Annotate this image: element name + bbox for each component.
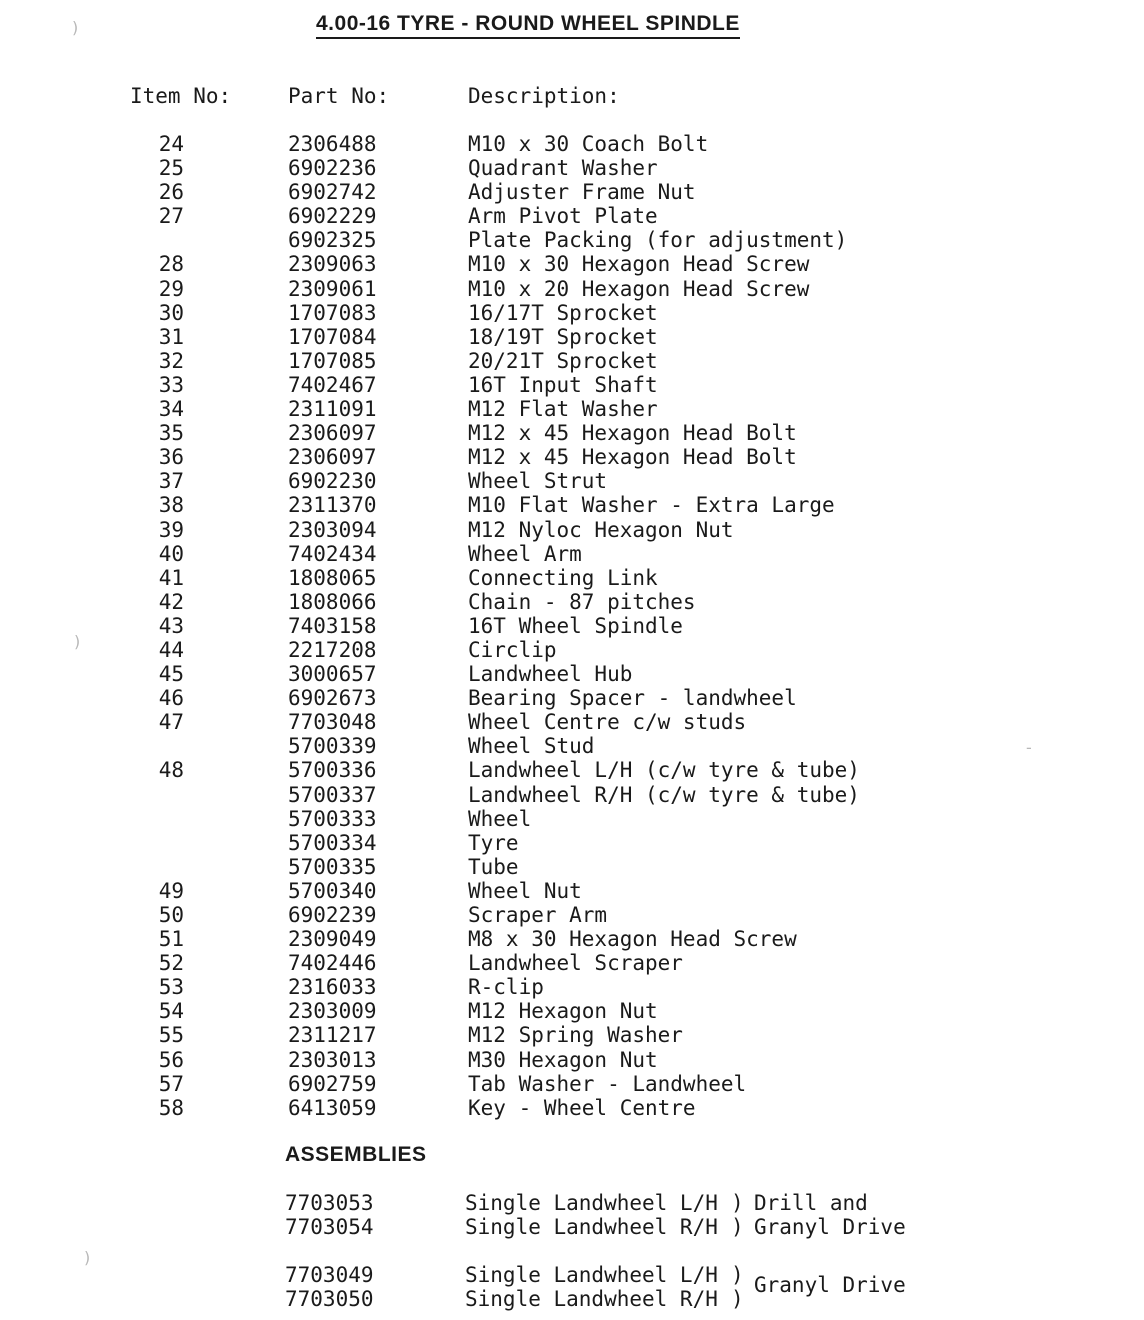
assembly-bracket: ) [731, 1215, 744, 1239]
table-row [0, 686, 1144, 710]
assembly-description: Single Landwheel L/H [465, 1191, 718, 1215]
part-description: Wheel Arm [468, 541, 582, 566]
table-row [0, 1048, 1144, 1072]
table-row [0, 903, 1144, 927]
part-description: M30 Hexagon Nut [468, 1047, 658, 1072]
table-row [0, 156, 1144, 180]
part-description: Circlip [468, 637, 557, 662]
table-row [0, 493, 1144, 517]
part-number: 5700336 [288, 758, 377, 783]
table-row [0, 927, 1144, 951]
table-row [0, 758, 1144, 782]
part-number: 5700334 [288, 830, 377, 855]
part-number: 2303013 [288, 1047, 377, 1072]
assembly-row [0, 1215, 1144, 1239]
assembly-bracket: ) [731, 1191, 744, 1215]
part-description: 16/17T Sprocket [468, 300, 658, 325]
item-number: 32 [158, 348, 184, 373]
scan-mark: ) [84, 1248, 91, 1267]
item-number: 58 [158, 1095, 184, 1120]
item-number: 28 [158, 252, 184, 277]
part-number: 5700339 [288, 734, 377, 759]
item-number: 36 [158, 445, 184, 470]
item-number: 40 [158, 541, 184, 566]
part-number: 2316033 [288, 975, 377, 1000]
part-description: M8 x 30 Hexagon Head Screw [468, 927, 797, 952]
part-description: M10 x 30 Coach Bolt [468, 132, 709, 156]
item-no-header: Item No: [130, 84, 232, 108]
table-row [0, 662, 1144, 686]
part-description: Tab Washer - Landwheel [468, 1071, 747, 1096]
table-row [0, 518, 1144, 542]
item-number: 34 [158, 397, 184, 422]
part-description: Plate Packing (for adjustment) [468, 228, 848, 253]
part-number: 6902229 [288, 204, 377, 229]
part-number: 6902759 [288, 1071, 377, 1096]
part-description: Wheel Nut [468, 878, 582, 903]
parts-table [0, 132, 1144, 1120]
part-number: 2309061 [288, 276, 377, 301]
assemblies-heading: ASSEMBLIES [285, 1143, 427, 1166]
table-row [0, 975, 1144, 999]
part-number: 1808065 [288, 565, 377, 590]
part-number: 5700333 [288, 806, 377, 831]
scan-mark: ) [72, 18, 79, 37]
table-row [0, 228, 1144, 252]
part-number: 2303094 [288, 517, 377, 542]
part-number: 6902325 [288, 228, 377, 253]
part-description: Arm Pivot Plate [468, 204, 658, 229]
table-row [0, 951, 1144, 975]
part-number: 5700337 [288, 782, 377, 807]
item-number: 48 [158, 758, 184, 783]
assembly-part-no: 7703054 [285, 1215, 374, 1239]
table-row [0, 325, 1144, 349]
table-row [0, 349, 1144, 373]
part-number: 1707083 [288, 300, 377, 325]
part-number: 1707085 [288, 348, 377, 373]
part-description: Adjuster Frame Nut [468, 180, 696, 205]
part-number: 6413059 [288, 1095, 377, 1120]
assembly-note: Granyl Drive [754, 1273, 906, 1297]
part-number: 2306488 [288, 132, 377, 156]
item-number: 53 [158, 975, 184, 1000]
part-description: Key - Wheel Centre [468, 1095, 696, 1120]
part-description: Landwheel Hub [468, 662, 633, 687]
part-number: 5700340 [288, 878, 377, 903]
part-number: 7403158 [288, 613, 377, 638]
table-row [0, 807, 1144, 831]
part-description: M12 Spring Washer [468, 1023, 683, 1048]
part-description: Tyre [468, 830, 519, 855]
item-number: 56 [158, 1047, 184, 1072]
table-row [0, 445, 1144, 469]
part-number: 6902673 [288, 686, 377, 711]
description-header: Description: [468, 84, 620, 108]
part-number: 6902236 [288, 156, 377, 181]
table-row [0, 614, 1144, 638]
part-description: Chain - 87 pitches [468, 589, 696, 614]
part-description: Quadrant Washer [468, 156, 658, 181]
assembly-row [0, 1191, 1144, 1215]
part-number: 2309049 [288, 927, 377, 952]
table-row [0, 590, 1144, 614]
part-description: 16T Wheel Spindle [468, 613, 683, 638]
scan-mark: ) [74, 632, 81, 651]
part-number: 7402434 [288, 541, 377, 566]
part-number: 2311217 [288, 1023, 377, 1048]
part-number: 5700335 [288, 854, 377, 879]
item-number: 47 [158, 710, 184, 735]
assembly-description: Single Landwheel R/H [465, 1287, 718, 1311]
part-number: 2309063 [288, 252, 377, 277]
table-row [0, 783, 1144, 807]
item-number: 46 [158, 686, 184, 711]
part-number: 7703048 [288, 710, 377, 735]
table-row [0, 1023, 1144, 1047]
part-description: M12 Nyloc Hexagon Nut [468, 517, 734, 542]
item-number: 52 [158, 951, 184, 976]
table-row [0, 999, 1144, 1023]
part-description: Landwheel L/H (c/w tyre & tube) [468, 758, 860, 783]
part-description: Wheel [468, 806, 532, 831]
part-no-header: Part No: [288, 84, 390, 108]
table-row [0, 638, 1144, 662]
part-number: 2217208 [288, 637, 377, 662]
table-row [0, 1096, 1144, 1120]
part-description: 16T Input Shaft [468, 372, 658, 397]
part-number: 2306097 [288, 445, 377, 470]
part-number: 6902742 [288, 180, 377, 205]
scan-mark: - [1026, 738, 1032, 757]
table-row [0, 469, 1144, 493]
item-number: 45 [158, 662, 184, 687]
part-description: R-clip [468, 975, 544, 1000]
table-row [0, 566, 1144, 590]
part-description: 20/21T Sprocket [468, 348, 658, 373]
item-number: 35 [158, 421, 184, 446]
table-row [0, 710, 1144, 734]
assembly-part-no: 7703050 [285, 1287, 374, 1311]
item-number: 39 [158, 517, 184, 542]
item-number: 44 [158, 637, 184, 662]
table-row [0, 879, 1144, 903]
assembly-description: Single Landwheel R/H [465, 1215, 718, 1239]
assembly-bracket: ) [731, 1263, 744, 1287]
part-number: 7402467 [288, 372, 377, 397]
part-description: Landwheel Scraper [468, 951, 683, 976]
table-row [0, 831, 1144, 855]
assembly-description: Single Landwheel L/H [465, 1263, 718, 1287]
item-number: 30 [158, 300, 184, 325]
table-row [0, 1072, 1144, 1096]
table-row [0, 204, 1144, 228]
part-description: M12 Flat Washer [468, 397, 658, 422]
part-description: M12 x 45 Hexagon Head Bolt [468, 445, 797, 470]
part-number: 2311370 [288, 493, 377, 518]
item-number: 26 [158, 180, 184, 205]
table-row [0, 252, 1144, 276]
item-number: 33 [158, 372, 184, 397]
table-row [0, 421, 1144, 445]
table-row [0, 734, 1144, 758]
part-description: M12 Hexagon Nut [468, 999, 658, 1024]
item-number: 37 [158, 469, 184, 494]
part-description: Tube [468, 854, 519, 879]
part-description: 18/19T Sprocket [468, 324, 658, 349]
item-number: 57 [158, 1071, 184, 1096]
part-number: 2306097 [288, 421, 377, 446]
item-number: 31 [158, 324, 184, 349]
part-number: 2303009 [288, 999, 377, 1024]
item-number: 55 [158, 1023, 184, 1048]
part-description: Bearing Spacer - landwheel [468, 686, 797, 711]
part-number: 1707084 [288, 324, 377, 349]
assembly-part-no: 7703053 [285, 1191, 374, 1215]
part-description: M10 x 30 Hexagon Head Screw [468, 252, 810, 277]
assembly-bracket: ) [731, 1287, 744, 1311]
table-row [0, 373, 1144, 397]
item-number: 42 [158, 589, 184, 614]
table-row [0, 180, 1144, 204]
part-description: Landwheel R/H (c/w tyre & tube) [468, 782, 860, 807]
item-number: 38 [158, 493, 184, 518]
item-number: 24 [158, 132, 184, 156]
item-number: 29 [158, 276, 184, 301]
item-number: 50 [158, 903, 184, 927]
part-number: 6902230 [288, 469, 377, 494]
item-number: 51 [158, 927, 184, 952]
item-number: 27 [158, 204, 184, 229]
table-row [0, 855, 1144, 879]
part-number: 6902239 [288, 903, 377, 927]
part-description: Scraper Arm [468, 903, 608, 927]
item-number: 25 [158, 156, 184, 181]
page-title: 4.00-16 TYRE - ROUND WHEEL SPINDLE [316, 12, 740, 39]
part-description: Wheel Centre c/w studs [468, 710, 747, 735]
part-description: Wheel Stud [468, 734, 595, 759]
table-row [0, 132, 1144, 156]
part-number: 2311091 [288, 397, 377, 422]
assembly-note: Drill and [754, 1191, 868, 1215]
part-description: M12 x 45 Hexagon Head Bolt [468, 421, 797, 446]
table-row [0, 277, 1144, 301]
table-row [0, 301, 1144, 325]
item-number: 54 [158, 999, 184, 1024]
table-row [0, 397, 1144, 421]
part-description: Connecting Link [468, 565, 658, 590]
part-number: 3000657 [288, 662, 377, 687]
table-row [0, 542, 1144, 566]
part-description: M10 x 20 Hexagon Head Screw [468, 276, 810, 301]
assembly-note: Granyl Drive [754, 1215, 906, 1239]
cropped-assembly-rows [0, 1262, 1144, 1311]
item-number: 43 [158, 613, 184, 638]
part-description: M10 Flat Washer - Extra Large [468, 493, 835, 518]
item-number: 49 [158, 878, 184, 903]
part-description: Wheel Strut [468, 469, 608, 494]
assembly-part-no: 7703049 [285, 1263, 374, 1287]
part-number: 1808066 [288, 589, 377, 614]
item-number: 41 [158, 565, 184, 590]
part-number: 7402446 [288, 951, 377, 976]
